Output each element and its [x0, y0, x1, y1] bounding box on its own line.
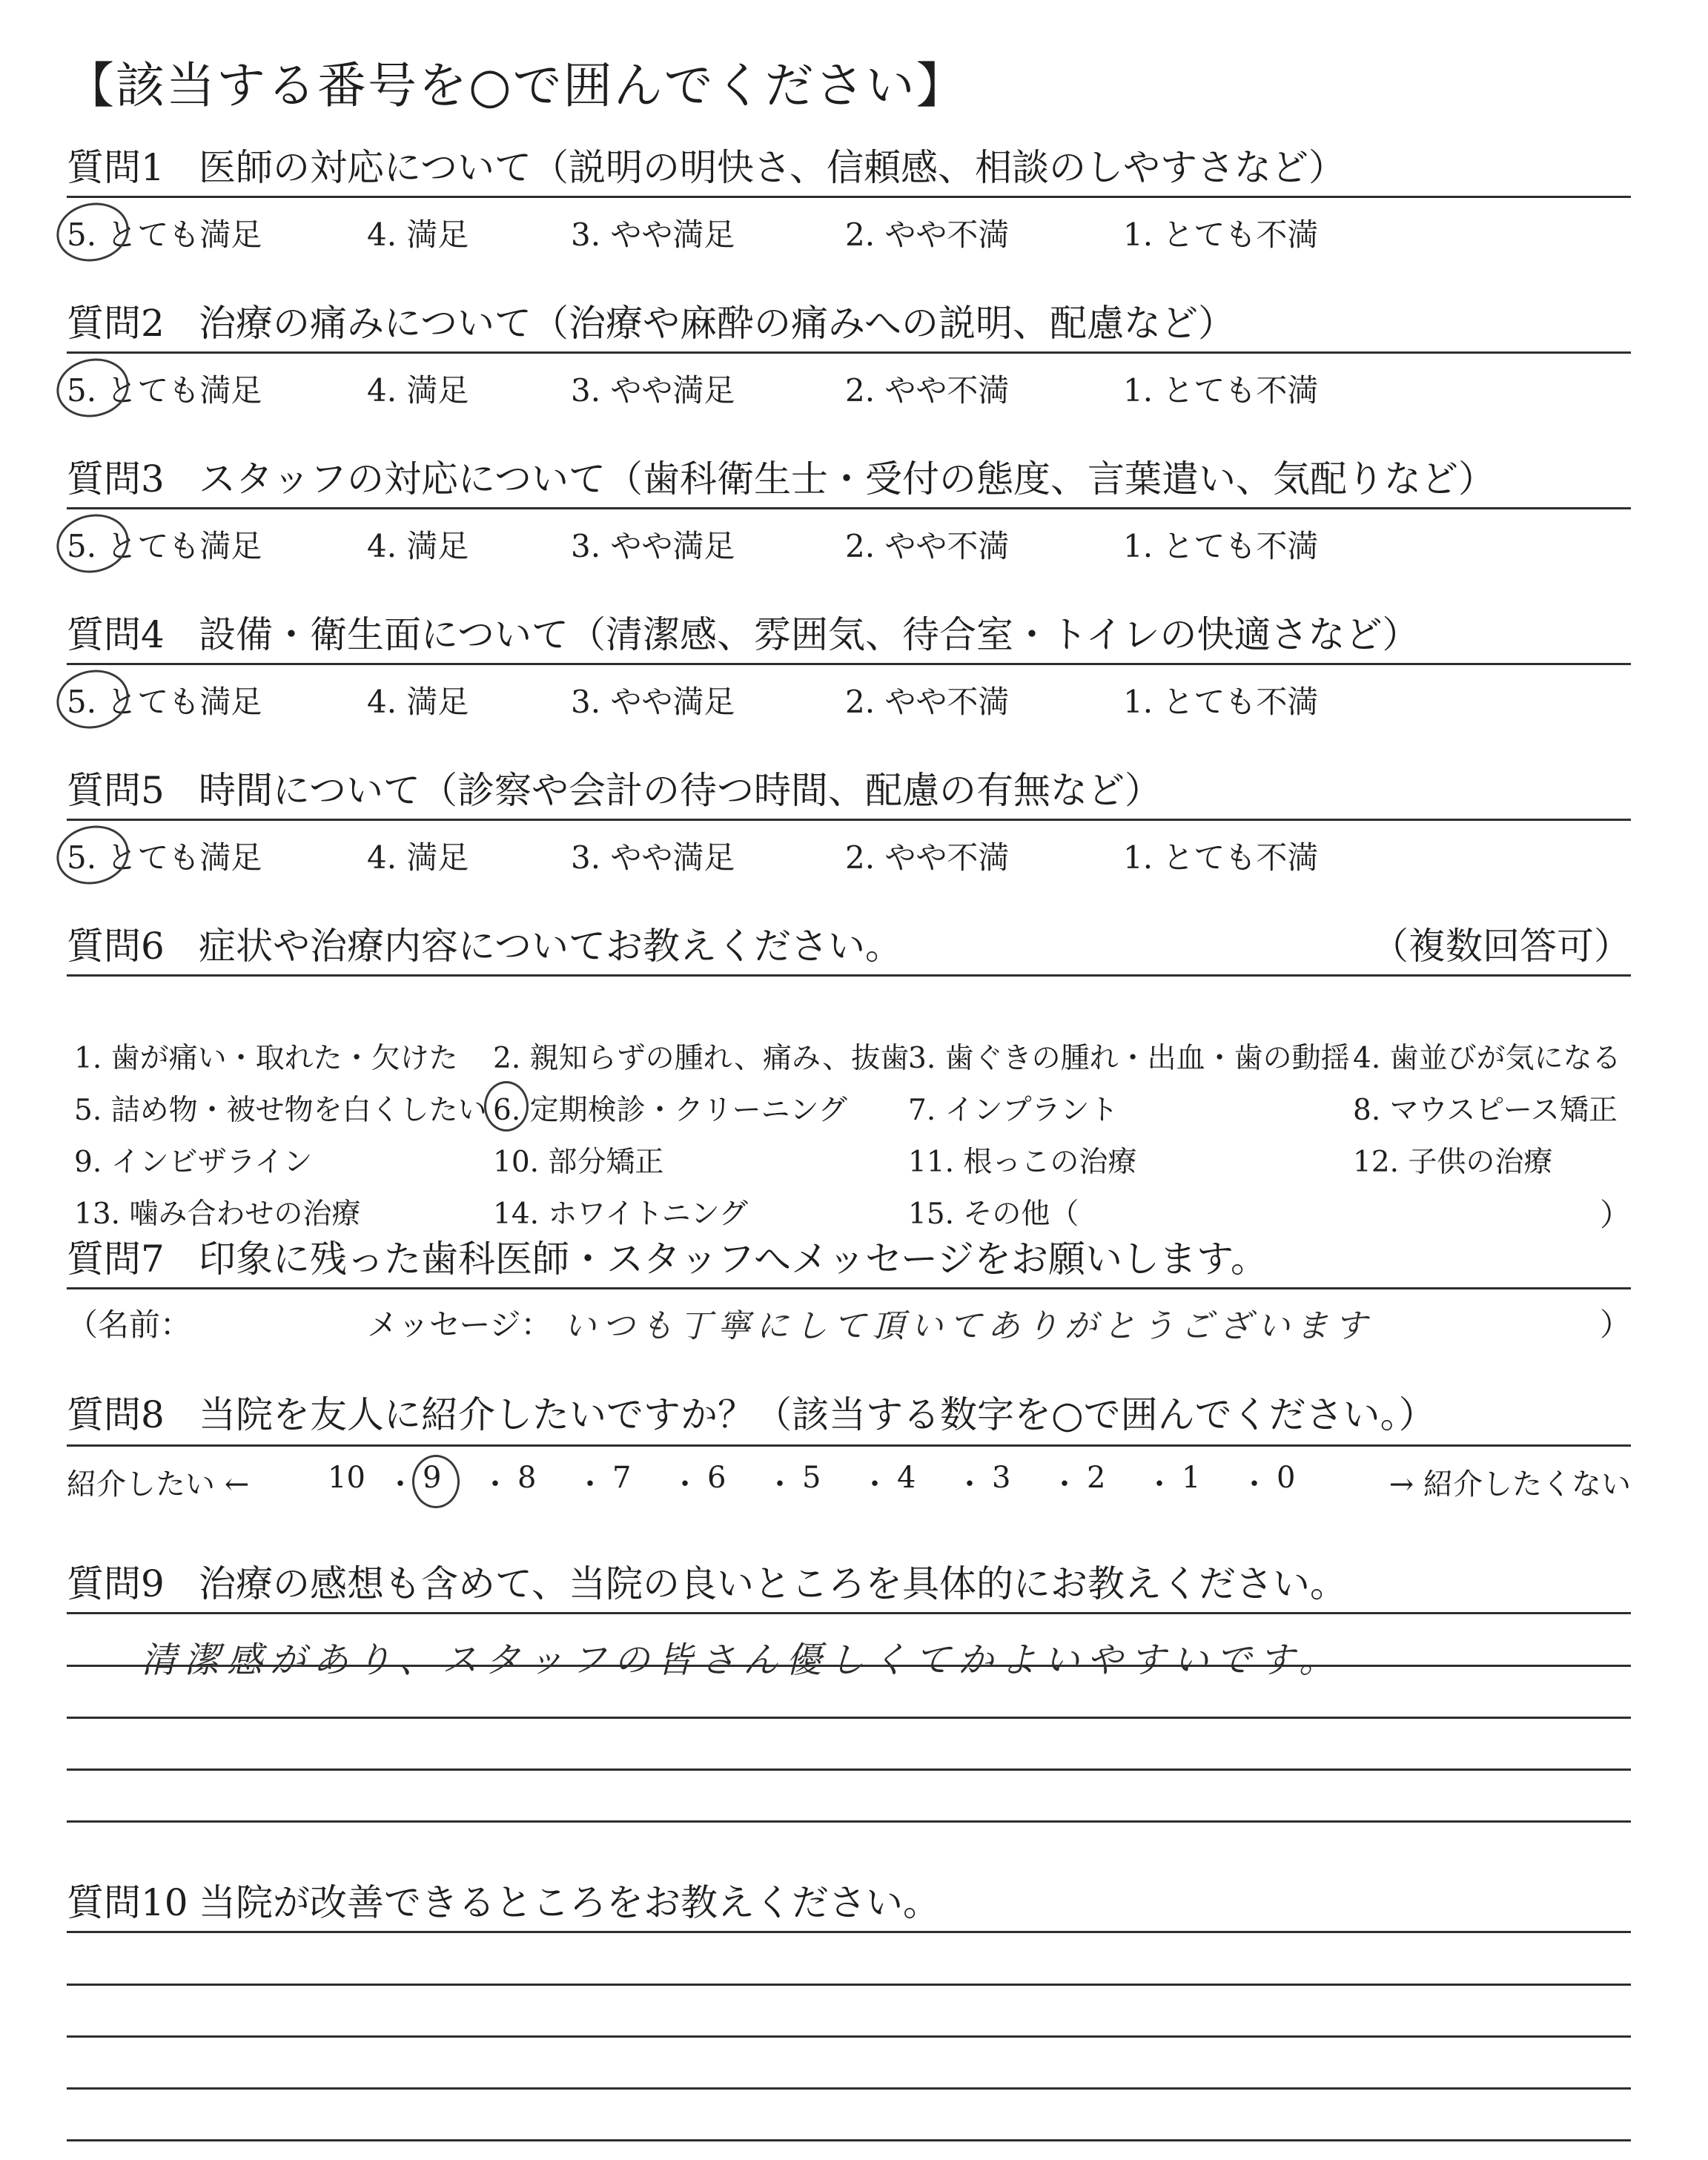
rating-option[interactable]: 3. やや満足 [571, 372, 735, 409]
question-3 [67, 452, 1631, 564]
question-1 [67, 141, 1631, 253]
rating-option[interactable]: 3. やや満足 [571, 839, 735, 876]
rating-option[interactable]: 3. やや満足 [571, 528, 735, 564]
rating-option[interactable]: 2. やや不満 [845, 528, 1010, 564]
question-number: 質問8 [67, 1393, 165, 1436]
symptom-option[interactable]: 15. その他（ [908, 1198, 1079, 1231]
symptom-option[interactable]: 10. 部分矯正 [493, 1146, 664, 1179]
answer-line [67, 2139, 1631, 2141]
symptom-options [67, 1000, 1631, 1237]
scale-left-label: 紹介したい ← [67, 1467, 250, 1502]
question-number: 質問2 [67, 302, 165, 345]
answer-line [67, 2087, 1631, 2090]
question-number: 質問6 [67, 925, 165, 968]
rating-option[interactable]: 1. とても不満 [1123, 217, 1319, 253]
answer-line [67, 1717, 1631, 1719]
question-6 [67, 919, 1631, 1233]
symptom-option[interactable]: 8. マウスピース矯正 [1353, 1094, 1618, 1127]
referral-scale [67, 1461, 1631, 1505]
question-text: 印象に残った歯科医師・スタッフへメッセージをお願いします。 [199, 1238, 1268, 1281]
scale-value[interactable]: 1 [1182, 1461, 1201, 1495]
rating-option[interactable]: 2. やや不満 [845, 839, 1010, 876]
symptom-option[interactable]: 9. インビザライン [74, 1146, 313, 1179]
handwritten-message: いつも丁寧にして頂いてありがとうございます [563, 1307, 1373, 1345]
rating-option[interactable]: 4. 満足 [367, 372, 469, 409]
rating-options [67, 669, 1631, 721]
rating-options [67, 825, 1631, 876]
symptom-option[interactable]: 5. 詰め物・被せ物を白くしたい [74, 1094, 487, 1127]
handwritten-answer: 清潔感があり、スタッフの皆さん優しくてかよいやすいです。 [141, 1639, 1343, 1681]
rating-option[interactable]: 4. 満足 [367, 684, 469, 720]
question-5 [67, 764, 1631, 876]
question-number: 質問1 [67, 146, 165, 189]
rating-option[interactable]: 1. とても不満 [1123, 839, 1319, 876]
question-9 [67, 1557, 1631, 1681]
question-10 [67, 1876, 1631, 1929]
question-text: 症状や治療内容についてお教えください。 [199, 925, 902, 968]
rating-option[interactable]: 3. やや満足 [571, 684, 735, 720]
scale-right-label: → 紹介したくない [1388, 1467, 1631, 1502]
question-2 [67, 297, 1631, 409]
symptom-option[interactable]: 4. 歯並びが気になる [1353, 1042, 1621, 1075]
question-7 [67, 1232, 1631, 1353]
rating-option[interactable]: 4. 満足 [367, 528, 469, 564]
answer-line [67, 1665, 1631, 1667]
scale-value[interactable]: 10 [328, 1461, 365, 1495]
answer-line [67, 1984, 1631, 1986]
rating-option[interactable]: 2. やや不満 [845, 684, 1010, 720]
question-number: 質問5 [67, 769, 165, 812]
question-text: 当院を友人に紹介したいですか？（該当する数字を○で囲んでください。） [199, 1393, 1436, 1436]
rating-options [67, 513, 1631, 565]
question-number: 質問3 [67, 458, 165, 501]
scale-value[interactable]: 9 [423, 1461, 442, 1495]
scale-value[interactable]: 5 [802, 1461, 821, 1495]
symptom-option[interactable]: 1. 歯が痛い・取れた・欠けた [74, 1042, 458, 1075]
answer-line [67, 1820, 1631, 1823]
question-text: 当院が改善できるところをお教えください。 [199, 1881, 940, 1924]
scale-separator: ・ [1050, 1467, 1079, 1502]
rating-option[interactable]: 5. とても満足 [67, 684, 262, 720]
question-text: 治療の痛みについて（治療や麻酔の痛みへの説明、配慮など） [199, 302, 1235, 345]
scale-separator: ・ [480, 1467, 510, 1502]
scale-separator: ・ [670, 1467, 700, 1502]
rating-option[interactable]: 5. とても満足 [67, 217, 262, 253]
scale-separator: ・ [860, 1467, 890, 1502]
symptom-option[interactable]: 13. 噛み合わせの治療 [74, 1198, 361, 1231]
scale-value[interactable]: 8 [517, 1461, 537, 1495]
symptom-option[interactable]: 11. 根っこの治療 [908, 1146, 1137, 1179]
question-4 [67, 608, 1631, 720]
question-text: スタッフの対応について（歯科衛生士・受付の態度、言葉遣い、気配りなど） [199, 458, 1495, 501]
rating-option[interactable]: 5. とても満足 [67, 839, 262, 876]
question-8 [67, 1388, 1631, 1502]
scale-separator: ・ [1239, 1467, 1269, 1502]
question-number: 質問4 [67, 613, 165, 656]
symptom-option[interactable]: 6. 定期検診・クリーニング [493, 1094, 847, 1127]
rating-option[interactable]: 5. とても満足 [67, 372, 262, 409]
scale-separator: ・ [1145, 1467, 1174, 1502]
rating-options [67, 202, 1631, 254]
scale-value[interactable]: 6 [707, 1461, 726, 1495]
answer-line [67, 2035, 1631, 2038]
rating-option[interactable]: 1. とても不満 [1123, 528, 1319, 564]
message-close-paren: ） [1599, 1307, 1631, 1343]
scale-separator: ・ [955, 1467, 984, 1502]
question-text: 医師の対応について（説明の明快さ、信頼感、相談のしやすさなど） [199, 146, 1345, 189]
scale-separator: ・ [765, 1467, 795, 1502]
rating-option[interactable]: 5. とても満足 [67, 528, 262, 564]
multiple-answer-note: （複数回答可） [1371, 925, 1631, 968]
symptom-option[interactable]: 2. 親知らずの腫れ、痛み、抜歯 [493, 1042, 910, 1075]
scale-value[interactable]: 2 [1087, 1461, 1106, 1495]
rating-option[interactable]: 1. とても不満 [1123, 684, 1319, 720]
scale-separator: ・ [575, 1467, 605, 1502]
symptom-option[interactable]: 14. ホワイトニング [493, 1198, 748, 1231]
scale-value[interactable]: 7 [612, 1461, 632, 1495]
name-label: （名前： [67, 1307, 192, 1343]
answer-line [67, 1768, 1631, 1771]
question-number: 質問7 [67, 1238, 165, 1281]
rating-option[interactable]: 1. とても不満 [1123, 372, 1319, 409]
question-text: 治療の感想も含めて、当院の良いところを具体的にお教えください。 [199, 1562, 1347, 1605]
rating-option[interactable]: 4. 満足 [367, 217, 469, 253]
rating-options [67, 357, 1631, 409]
question-text: 設備・衛生面について（清潔感、雰囲気、待合室・トイレの快適さなど） [199, 613, 1420, 656]
rating-option[interactable]: 4. 満足 [367, 839, 469, 876]
symptom-option[interactable]: 12. 子供の治療 [1353, 1146, 1553, 1179]
rating-option[interactable]: 2. やや不満 [845, 217, 1010, 253]
other-close-paren: ） [1599, 1197, 1631, 1233]
question-number: 質問9 [67, 1562, 165, 1605]
form-header: 【該当する番号を○で囲んでください】 [65, 57, 967, 114]
rating-option[interactable]: 2. やや不満 [845, 372, 1010, 409]
scale-separator: ・ [385, 1467, 415, 1502]
scale-value[interactable]: 4 [897, 1461, 916, 1495]
symptom-option[interactable]: 3. 歯ぐきの腫れ・出血・歯の動揺 [908, 1042, 1350, 1075]
rating-option[interactable]: 3. やや満足 [571, 217, 735, 253]
message-label: メッセージ： [367, 1307, 552, 1343]
scale-value[interactable]: 3 [992, 1461, 1011, 1495]
symptom-option[interactable]: 7. インプラント [908, 1094, 1119, 1127]
question-number: 質問10 [67, 1881, 188, 1924]
question-text: 時間について（診察や会計の待つ時間、配慮の有無など） [199, 769, 1162, 812]
scale-value[interactable]: 0 [1277, 1461, 1296, 1495]
